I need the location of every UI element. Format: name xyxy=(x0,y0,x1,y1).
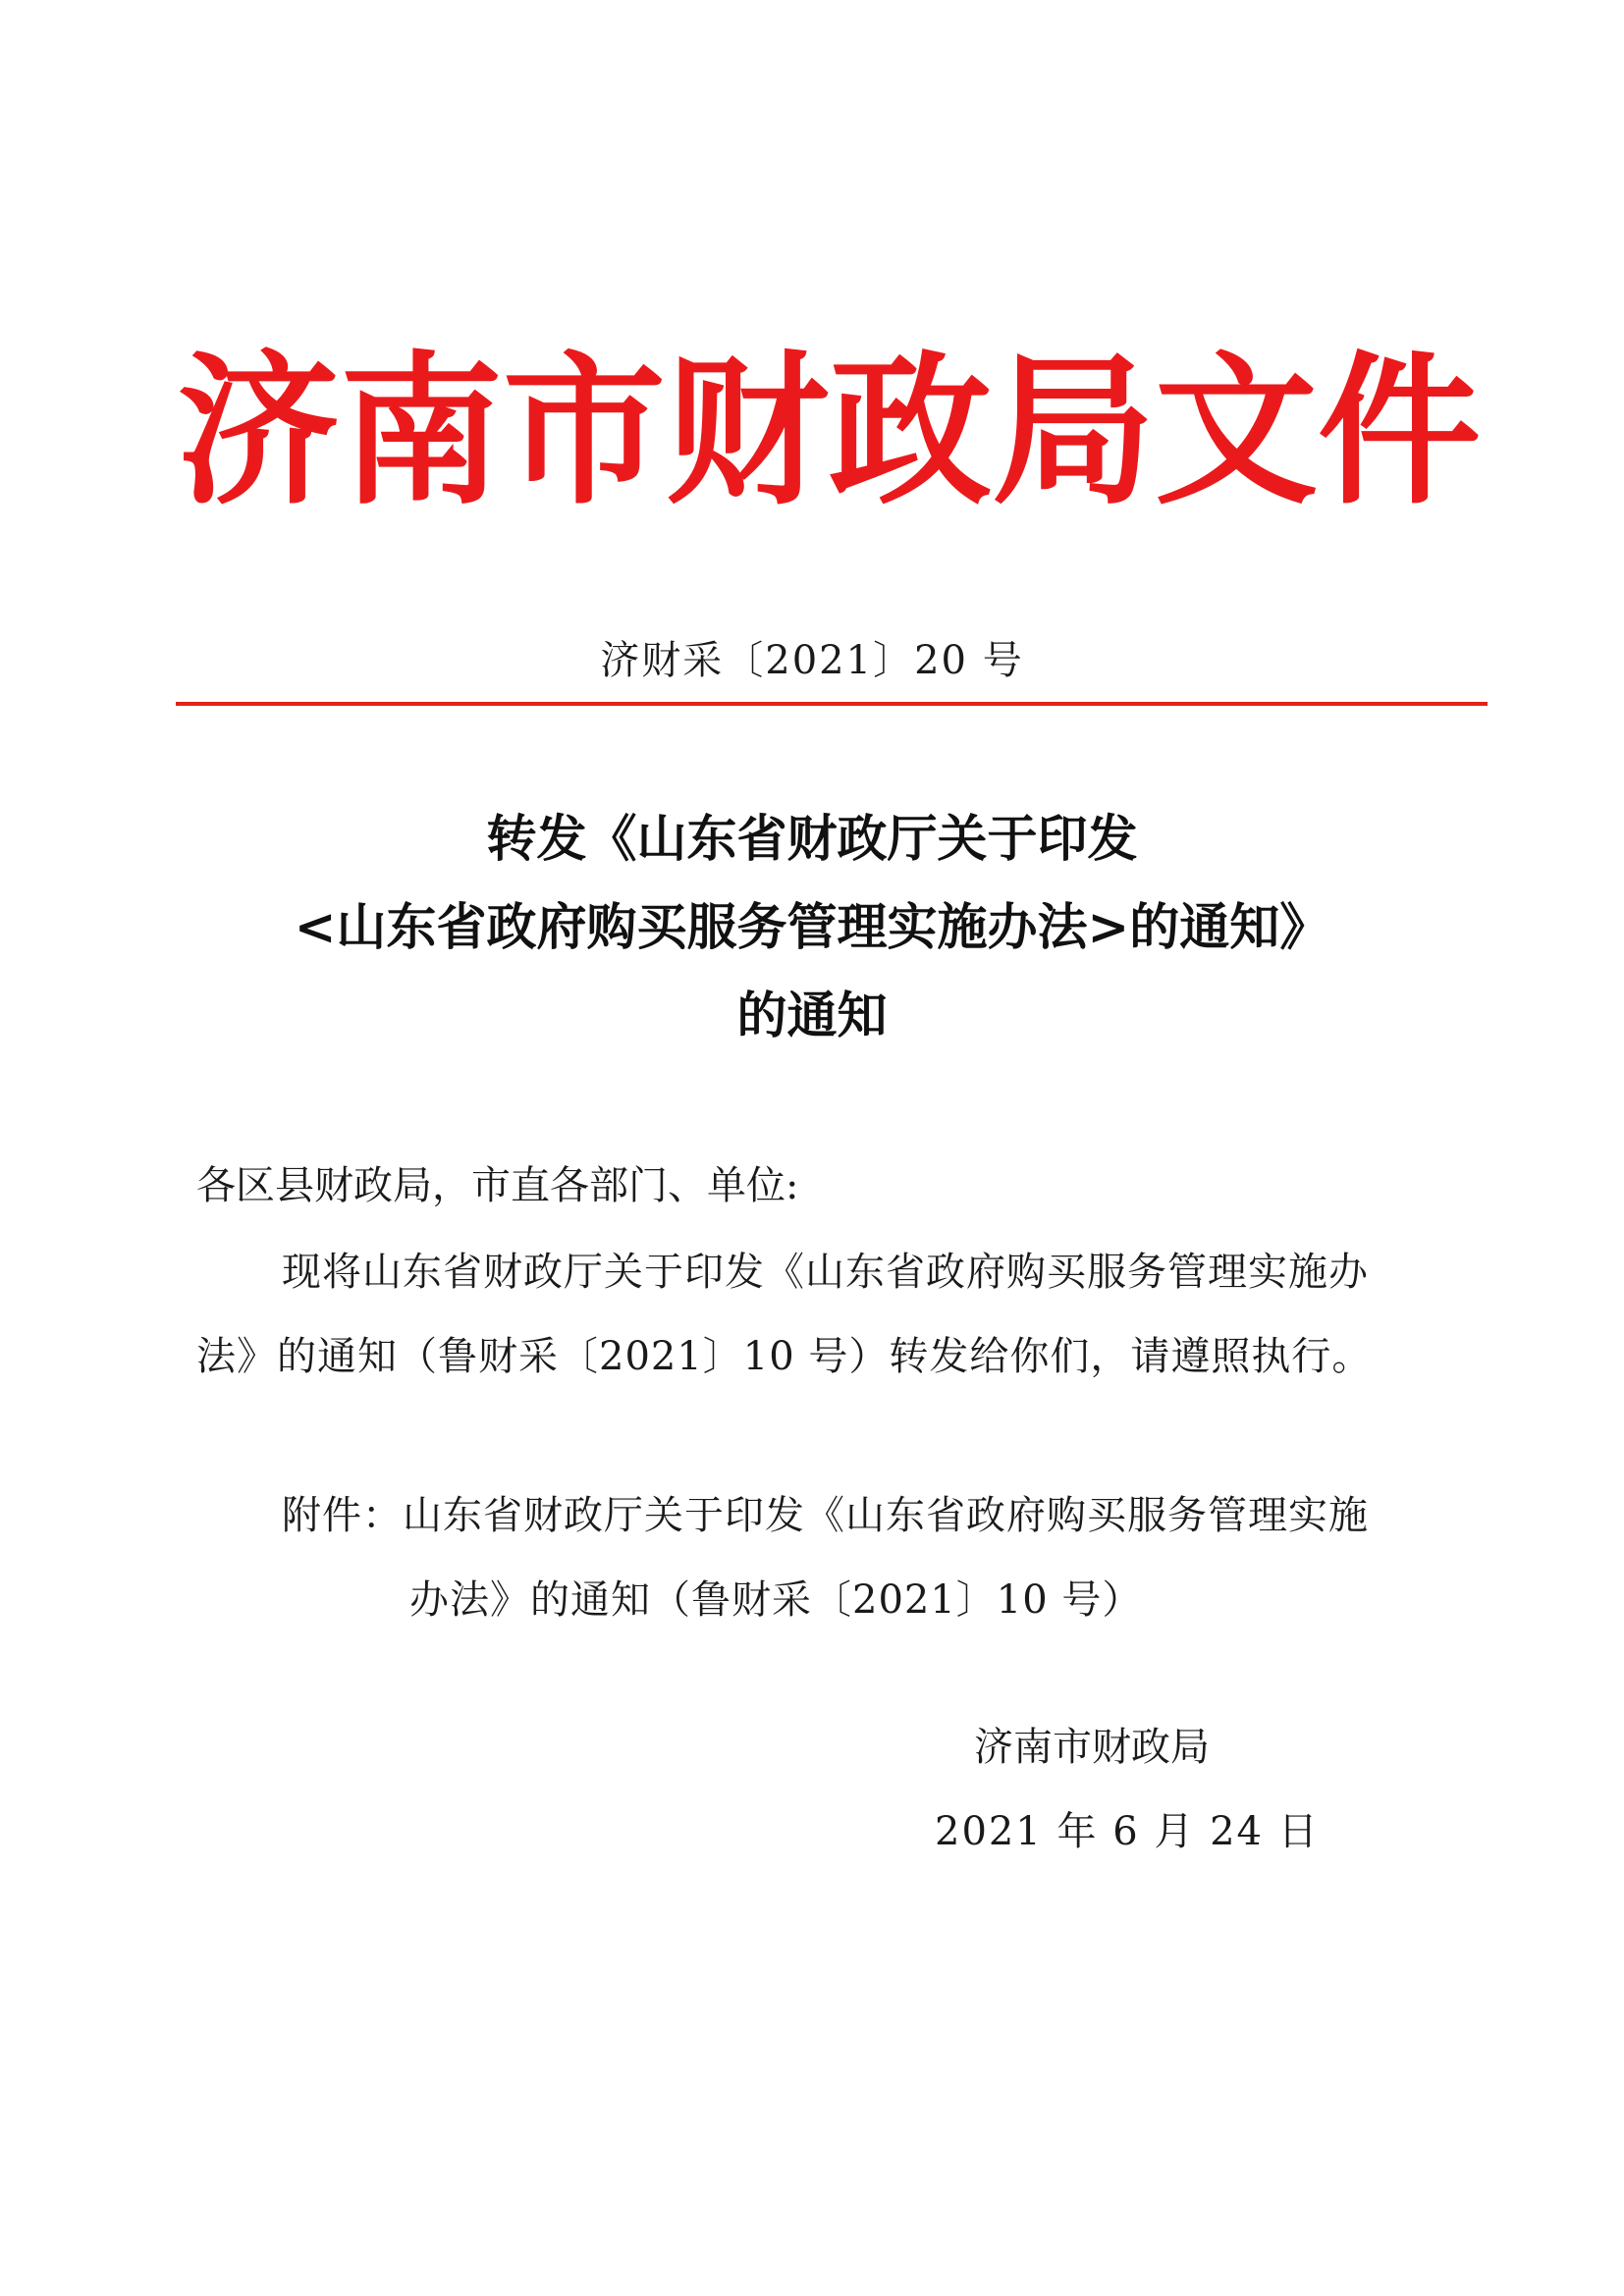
document-title-line-2: <山东省政府购买服务管理实施办法>的通知》 xyxy=(294,898,1330,957)
masthead-char: 局 xyxy=(992,336,1155,527)
document-title-line-3: 的通知 xyxy=(736,987,888,1045)
signature-date: 2021 年 6 月 24 日 xyxy=(935,1809,1320,1854)
masthead-char: 市 xyxy=(503,336,666,527)
attachment-line-2: 办法》的通知（鲁财采〔2021〕10 号） xyxy=(409,1577,1143,1623)
attachment-line-1: 附件：山东省财政厅关于印发《山东省政府购买服务管理实施 xyxy=(282,1493,1369,1538)
body-paragraph-line-1: 现将山东省财政厅关于印发《山东省政府购买服务管理实施办 xyxy=(282,1250,1369,1295)
signature-organization: 济南市财政局 xyxy=(974,1725,1210,1770)
document-masthead xyxy=(177,334,1481,530)
masthead-char: 文 xyxy=(1155,336,1318,527)
document-title-line-1: 转发《山东省财政厅关于印发 xyxy=(486,810,1138,869)
masthead-char: 政 xyxy=(829,336,992,527)
document-number: 济财采〔2021〕20 号 xyxy=(600,638,1024,683)
masthead-char: 济 xyxy=(177,336,340,527)
red-divider-line xyxy=(176,702,1488,706)
masthead-char: 财 xyxy=(666,336,829,527)
salutation: 各区县财政局，市直各部门、单位: xyxy=(196,1163,799,1208)
masthead-char: 南 xyxy=(340,336,503,527)
body-paragraph-line-2: 法》的通知（鲁财采〔2021〕10 号）转发给你们，请遵照执行。 xyxy=(196,1334,1373,1379)
masthead-char: 件 xyxy=(1318,336,1481,527)
